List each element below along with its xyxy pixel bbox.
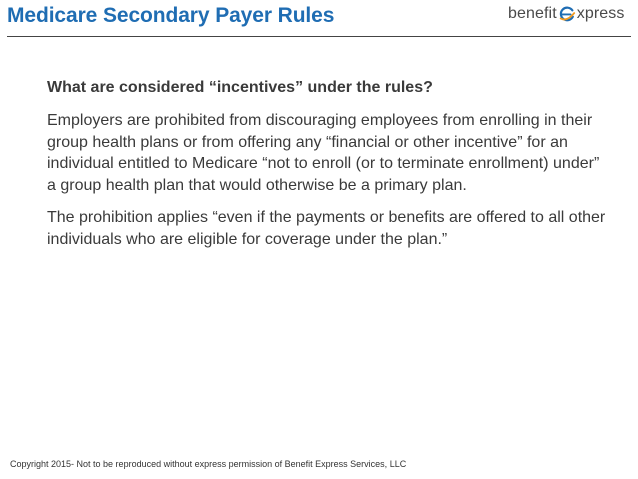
title-divider: [7, 36, 631, 37]
logo-text-right: xpress: [576, 5, 625, 22]
copyright-footer: Copyright 2015- Not to be reproduced without express permission of Benefit Express Services, LLC: [10, 459, 407, 469]
express-e-swoosh-icon: [558, 5, 576, 23]
slide-content: [47, 78, 607, 261]
paragraph-applies: The prohibition applies “even if the payments or benefits are offered to all other individuals who are eligible for coverage under the plan.”: [47, 209, 606, 248]
page-title: Medicare Secondary Payer Rules: [7, 4, 335, 27]
paragraph-prohibition: Employers are prohibited from discouraging employees from enrolling in their group health plans or from offering any “financial or other incentive” for an individual entitled to Medicare “not to enroll (or to terminate enrollment) under” a group health plan that would otherwise be a primary plan.: [47, 112, 600, 194]
question-heading: What are considered “incentives” under the rules?: [47, 79, 433, 96]
logo-text-left: benefit: [508, 5, 557, 22]
company-logo: [508, 5, 624, 23]
